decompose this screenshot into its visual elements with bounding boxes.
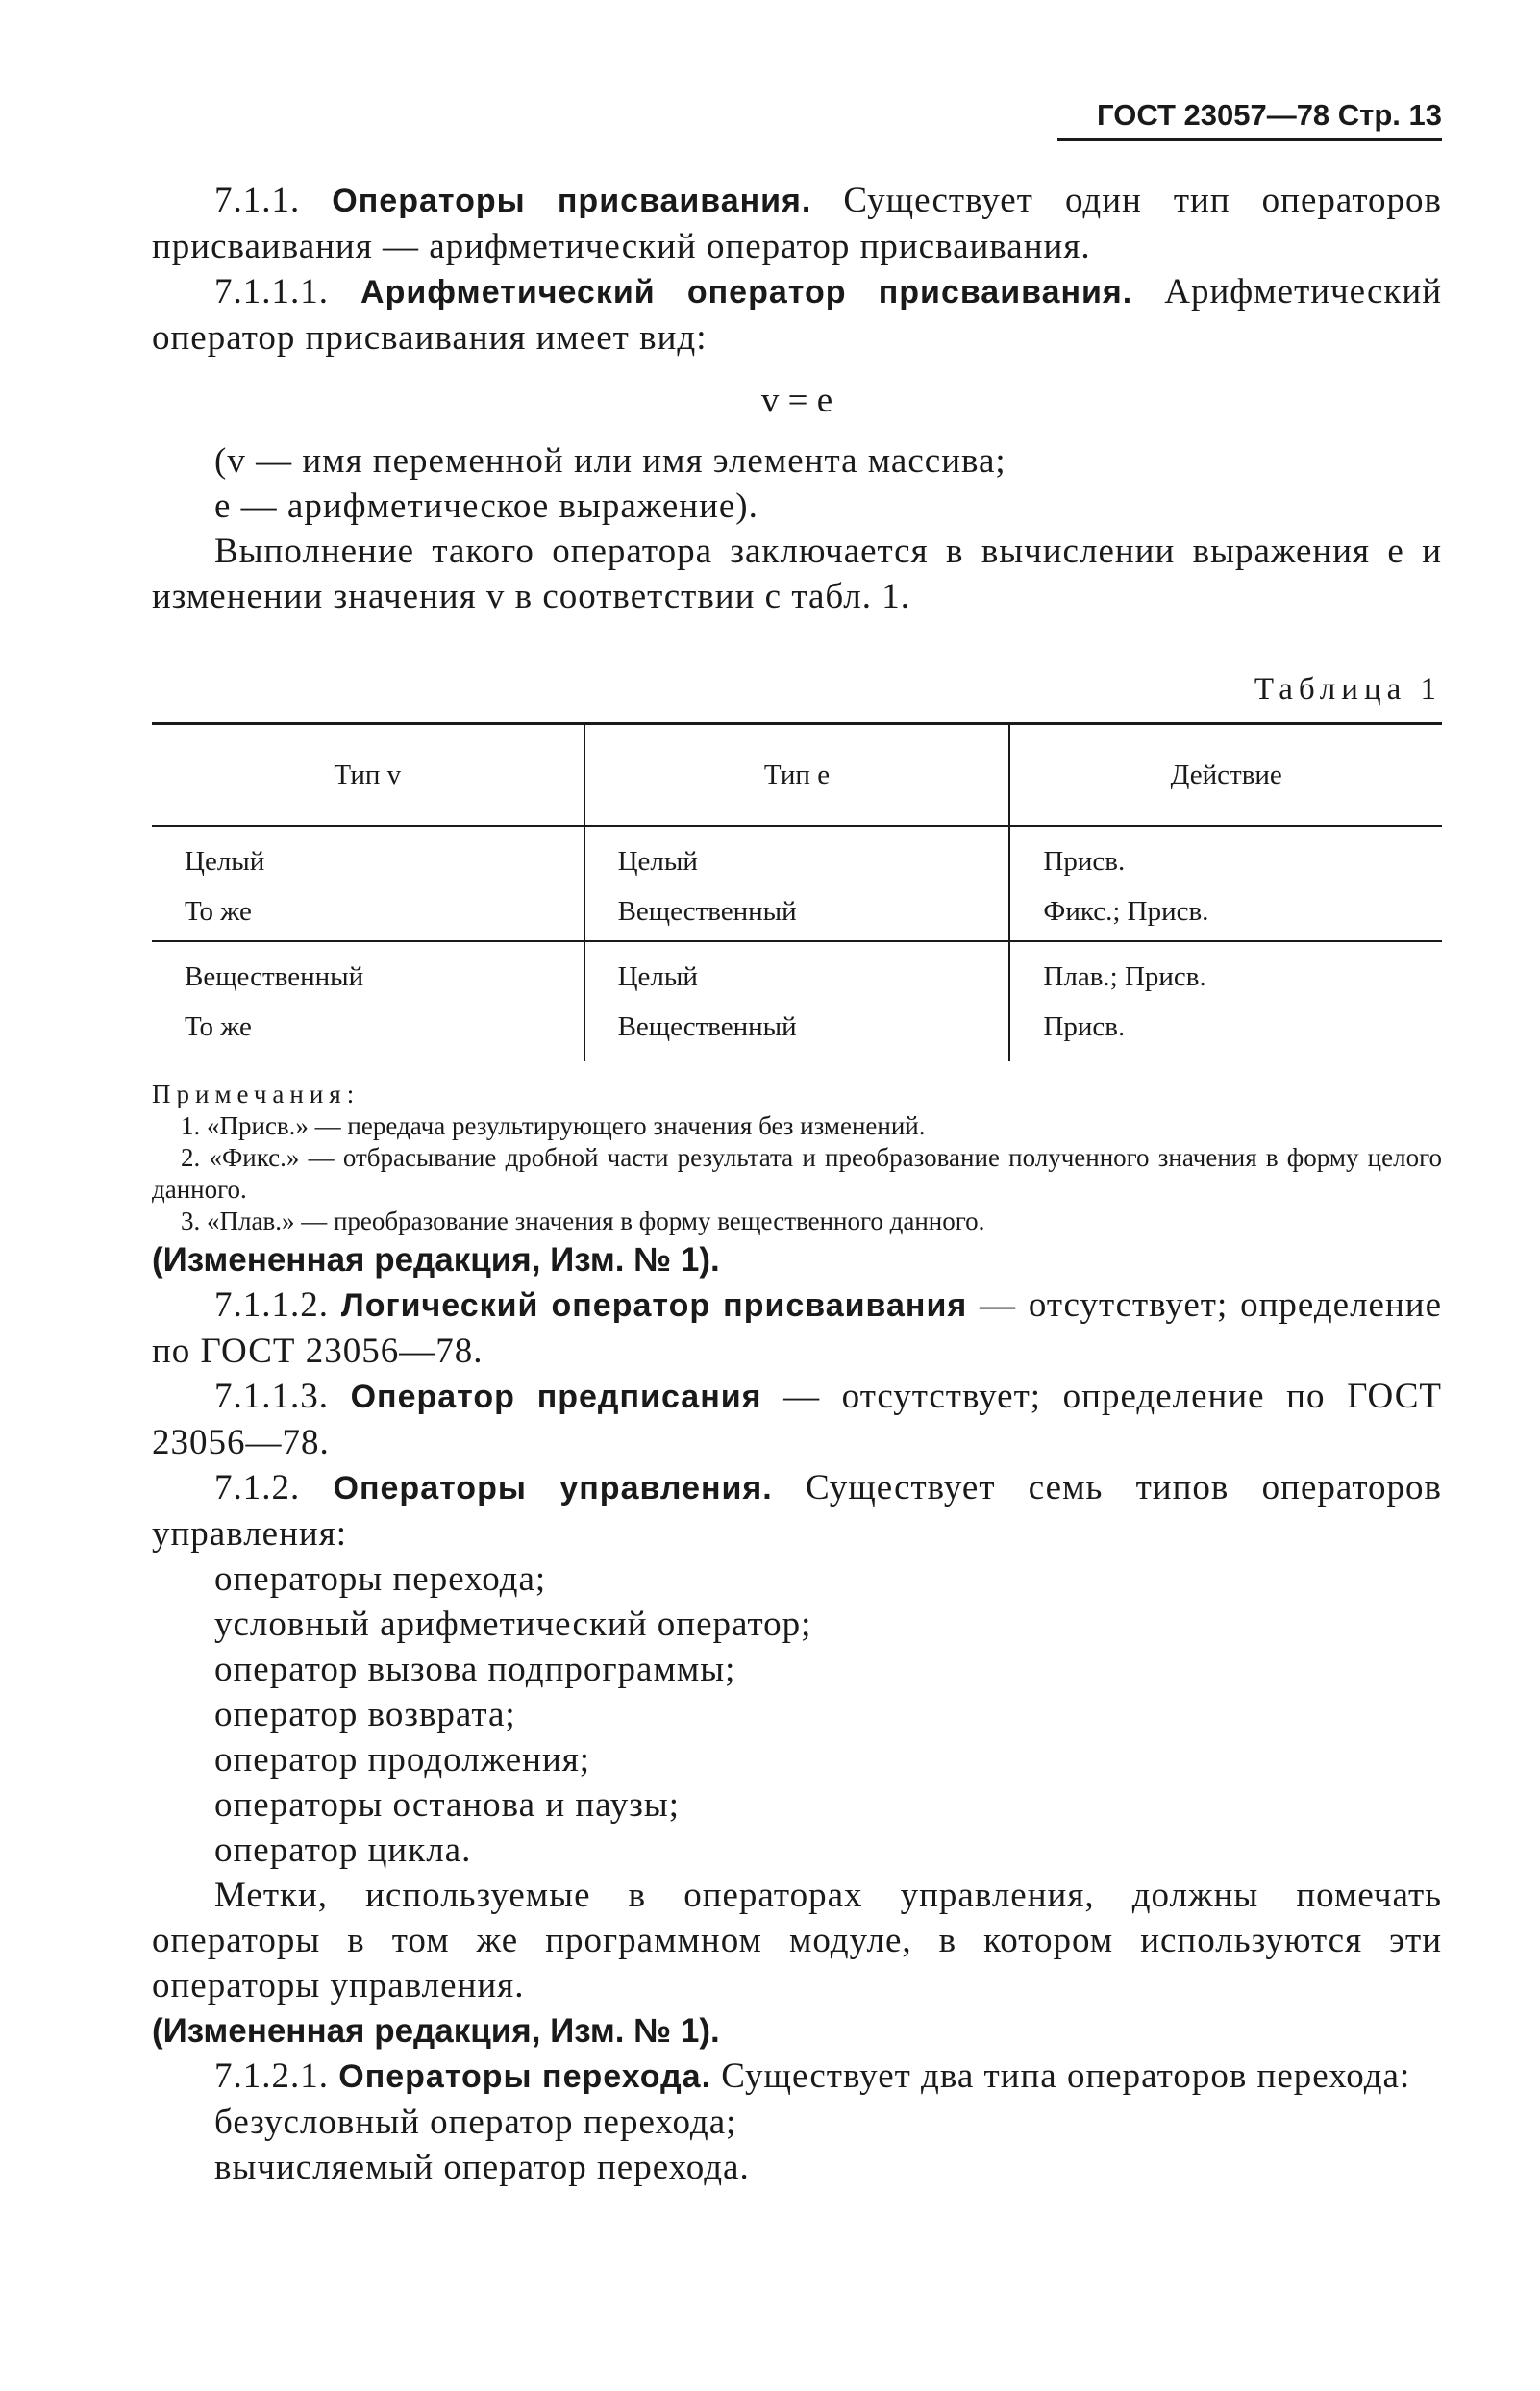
table-caption: Таблица 1	[1254, 672, 1442, 707]
table-row	[152, 941, 1442, 1002]
notes-title: Примечания:	[152, 1080, 360, 1108]
section-number: 7.1.2.	[214, 1468, 301, 1507]
section-title: Операторы присваивания.	[332, 183, 812, 219]
list-item: операторы перехода;	[214, 1559, 547, 1599]
table-cell: Вещественный	[584, 886, 1010, 941]
jump-operators-list	[152, 2100, 1442, 2190]
section-7-1-1-1	[152, 269, 1442, 361]
formula: v = e	[760, 381, 833, 420]
table-cell: Фикс.; Присв.	[1009, 886, 1442, 941]
note-item: 2. «Фикс.» — отбрасывание дробной части результата и преобразование полученного значения в форму целого данного.	[152, 1143, 1442, 1204]
list-item: безусловный оператор перехода;	[214, 2103, 737, 2142]
table-row	[152, 1002, 1442, 1061]
amendment-note: (Измененная редакция, Изм. № 1).	[152, 1241, 720, 1279]
list-item: оператор продолжения;	[214, 1740, 591, 1780]
section-title: Операторы управления.	[333, 1470, 773, 1507]
table-header-type-v: Тип v	[152, 724, 584, 827]
page-header: ГОСТ 23057—78 Стр. 13	[1057, 98, 1442, 141]
table-cell: Присв.	[1009, 1002, 1442, 1061]
conversion-table	[152, 722, 1442, 1061]
section-title: Арифметический оператор присваивания.	[360, 274, 1133, 311]
section-text: Существует два типа операторов перехода:	[721, 2056, 1411, 2096]
section-number: 7.1.2.1.	[214, 2056, 329, 2096]
table-cell: Присв.	[1009, 826, 1442, 886]
section-title: Логический оператор присваивания	[340, 1287, 968, 1324]
note-item: 3. «Плав.» — преобразование значения в форму вещественного данного.	[181, 1207, 985, 1235]
execution-paragraph: Выполнение такого оператора заключается в вычислении выражения e и изменении значения v в соответствии с табл. 1.	[152, 532, 1442, 616]
list-item: вычисляемый оператор перехода.	[214, 2148, 750, 2187]
table-cell: Плав.; Присв.	[1009, 941, 1442, 1002]
list-item: условный арифметический оператор;	[214, 1605, 812, 1644]
section-text: Существует семь типов операторов управления:	[152, 1468, 1442, 1554]
section-title: Оператор предписания	[350, 1379, 762, 1415]
list-item: оператор цикла.	[214, 1831, 472, 1870]
section-title: Операторы перехода.	[338, 2058, 712, 2095]
definition-v: (v — имя переменной или имя элемента массива;	[214, 441, 1006, 481]
list-item: оператор возврата;	[214, 1695, 516, 1734]
table-cell: Вещественный	[152, 941, 584, 1002]
section-7-1-1-3	[152, 1374, 1442, 1465]
section-text: — отсутствует; определение по ГОСТ 23056—78.	[152, 1285, 1442, 1371]
section-text: Арифметический оператор присваивания имеет вид:	[152, 272, 1442, 358]
table-cell: Вещественный	[584, 1002, 1010, 1061]
section-number: 7.1.1.2.	[214, 1285, 329, 1325]
section-number: 7.1.1.1.	[214, 272, 329, 311]
list-item: операторы останова и паузы;	[214, 1785, 680, 1825]
table-row	[152, 826, 1442, 886]
section-text: — отсутствует; определение по ГОСТ 23056—78.	[152, 1377, 1442, 1462]
section-number: 7.1.1.3.	[214, 1377, 329, 1416]
list-item: оператор вызова подпрограммы;	[214, 1650, 736, 1689]
section-7-1-1-2	[152, 1283, 1442, 1374]
amendment-note: (Измененная редакция, Изм. № 1).	[152, 2012, 720, 2050]
table-header-type-e: Тип e	[584, 724, 1010, 827]
note-item: 1. «Присв.» — передача результирующего значения без изменений.	[181, 1111, 926, 1140]
section-text: Существует один тип операторов присваивания — арифметический оператор присваивания.	[152, 181, 1443, 266]
definition-e: e — арифметическое выражение).	[214, 486, 758, 526]
table-cell: То же	[185, 896, 252, 927]
table-header-action: Действие	[1009, 724, 1442, 827]
table-notes	[152, 1079, 1442, 1237]
section-7-1-2	[152, 1465, 1442, 1557]
table-cell: Целый	[584, 826, 1010, 886]
table-cell: Целый	[185, 846, 265, 877]
control-operators-list	[152, 1557, 1442, 1873]
labels-paragraph: Метки, используемые в операторах управления, должны помечать операторы в том же программном модуле, в котором используются эти операторы управления.	[152, 1876, 1442, 2005]
document-body	[152, 178, 1442, 2190]
section-7-1-2-1	[152, 2054, 1442, 2100]
table-cell: Целый	[584, 941, 1010, 1002]
section-7-1-1	[152, 178, 1442, 269]
section-number: 7.1.1.	[214, 181, 301, 220]
table-row	[152, 886, 1442, 941]
table-cell: То же	[185, 1011, 252, 1042]
